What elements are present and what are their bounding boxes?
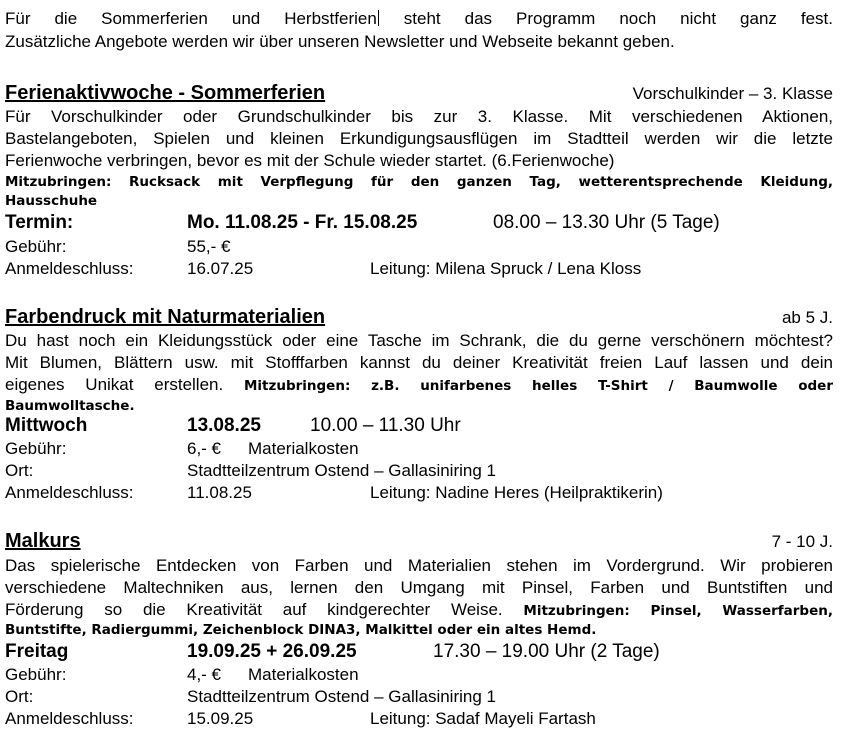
course-desc-line: Du hast noch ein Kleidungsstück oder eine Tasche im Schrank, die du gerne verschönern möchtest?	[5, 331, 833, 350]
course-desc-mixed-line	[5, 599, 833, 622]
deadline-label: Anmeldeschluss:	[5, 483, 134, 502]
course-bring-line: Mitzubringen: Rucksack mit Verpflegung für den ganzen Tag, wetterentsprechende Kleidung,	[5, 174, 833, 190]
intro-text-b: steht das Programm noch nicht ganz fest.	[379, 9, 834, 28]
lead-value: Leitung: Sadaf Mayeli Fartash	[370, 709, 596, 728]
course-age-ferienaktivwoche: Vorschulkinder – 3. Klasse	[632, 84, 833, 103]
course-bring-inline: Mitzubringen: Pinsel, Wasserfarben,	[523, 603, 833, 619]
course-bring-line: Buntstifte, Radiergummi, Zeichenblock DINA3, Malkittel oder ein altes Hemd.	[5, 622, 597, 638]
course-title-malkurs: Malkurs	[5, 530, 81, 552]
date-label: Freitag	[5, 641, 69, 662]
fee-label: Gebühr:	[5, 665, 67, 684]
fee-value: 55,- €	[187, 237, 231, 256]
text-cursor	[378, 10, 379, 26]
course-age-malkurs: 7 - 10 J.	[771, 532, 833, 551]
date-value: Mo. 11.08.25 - Fr. 15.08.25	[187, 212, 418, 233]
date-value: 19.09.25 + 26.09.25	[187, 641, 357, 662]
time-value: 08.00 – 13.30 Uhr (5 Tage)	[493, 212, 720, 233]
fee-label: Gebühr:	[5, 439, 67, 458]
time-value: 17.30 – 19.00 Uhr (2 Tage)	[433, 641, 660, 662]
course-bring-inline: Mitzubringen: z.B. unifarbenes helles T-Shirt / Baumwolle oder	[243, 378, 833, 394]
time-value: 10.00 – 11.30 Uhr	[310, 415, 461, 436]
fee-label: Gebühr:	[5, 237, 67, 256]
date-label: Mittwoch	[5, 415, 88, 436]
deadline-label: Anmeldeschluss:	[5, 259, 134, 278]
course-desc-line: Ferienwoche verbringen, bevor es mit der Schule wieder startet. (6.Ferienwoche)	[5, 151, 615, 170]
fee-value: 6,- €	[187, 439, 222, 458]
place-label: Ort:	[5, 687, 34, 706]
intro-line-2: Zusätzliche Angebote werden wir über unseren Newsletter und Webseite bekannt geben.	[5, 32, 675, 51]
course-bring-line: Baumwolltasche.	[5, 398, 135, 414]
date-label: Termin:	[5, 212, 74, 233]
fee-value: 4,- €	[187, 665, 222, 684]
place-label: Ort:	[5, 461, 34, 480]
course-age-farbendruck: ab 5 J.	[781, 308, 833, 327]
place-value: Stadtteilzentrum Ostend – Gallasiniring 1	[187, 461, 496, 480]
fee-note: Materialkosten	[248, 665, 359, 684]
course-desc-text: eigenes Unikat erstellen.	[5, 375, 224, 394]
deadline-label: Anmeldeschluss:	[5, 709, 134, 728]
course-desc-line: verschiedene Maltechniken aus, lernen den Umgang mit Pinsel, Farben und Buntstiften und	[5, 578, 833, 597]
deadline-value: 11.08.25	[187, 483, 252, 502]
course-title-farbendruck: Farbendruck mit Naturmaterialien	[5, 306, 326, 328]
course-bring-line: Hausschuhe	[5, 193, 98, 209]
course-desc-line: Das spielerische Entdecken von Farben und Materialien stehen im Vordergrund. Wir probieren	[5, 556, 833, 575]
course-desc-text: Förderung so die Kreativität auf kindgerechter Weise.	[5, 600, 503, 619]
course-title-ferienaktivwoche: Ferienaktivwoche - Sommerferien	[5, 82, 326, 104]
place-value: Stadtteilzentrum Ostend – Gallasiniring 1	[187, 687, 496, 706]
date-value: 13.08.25	[187, 415, 261, 436]
course-desc-mixed-line	[5, 374, 833, 397]
course-desc-line: Für Vorschulkinder oder Grundschulkinder bis zur 3. Klasse. Mit verschiedenen Aktionen,	[5, 107, 833, 126]
course-desc-line: Mit Blumen, Blättern usw. mit Stofffarben kannst du deiner Kreativität freien Lauf lassen und dein	[5, 353, 833, 372]
intro-line-1	[5, 8, 833, 29]
fee-note: Materialkosten	[248, 439, 359, 458]
lead-value: Leitung: Milena Spruck / Lena Kloss	[370, 259, 642, 278]
deadline-value: 16.07.25	[187, 259, 254, 278]
course-desc-line: Bastelangeboten, Spielen und kleinen Erkundigungsausflügen im Stadtteil werden wir die letzte	[5, 129, 833, 148]
lead-value: Leitung: Nadine Heres (Heilpraktikerin)	[370, 483, 663, 502]
intro-text-a: Für die Sommerferien und Herbstferien	[5, 9, 377, 28]
deadline-value: 15.09.25	[187, 709, 254, 728]
